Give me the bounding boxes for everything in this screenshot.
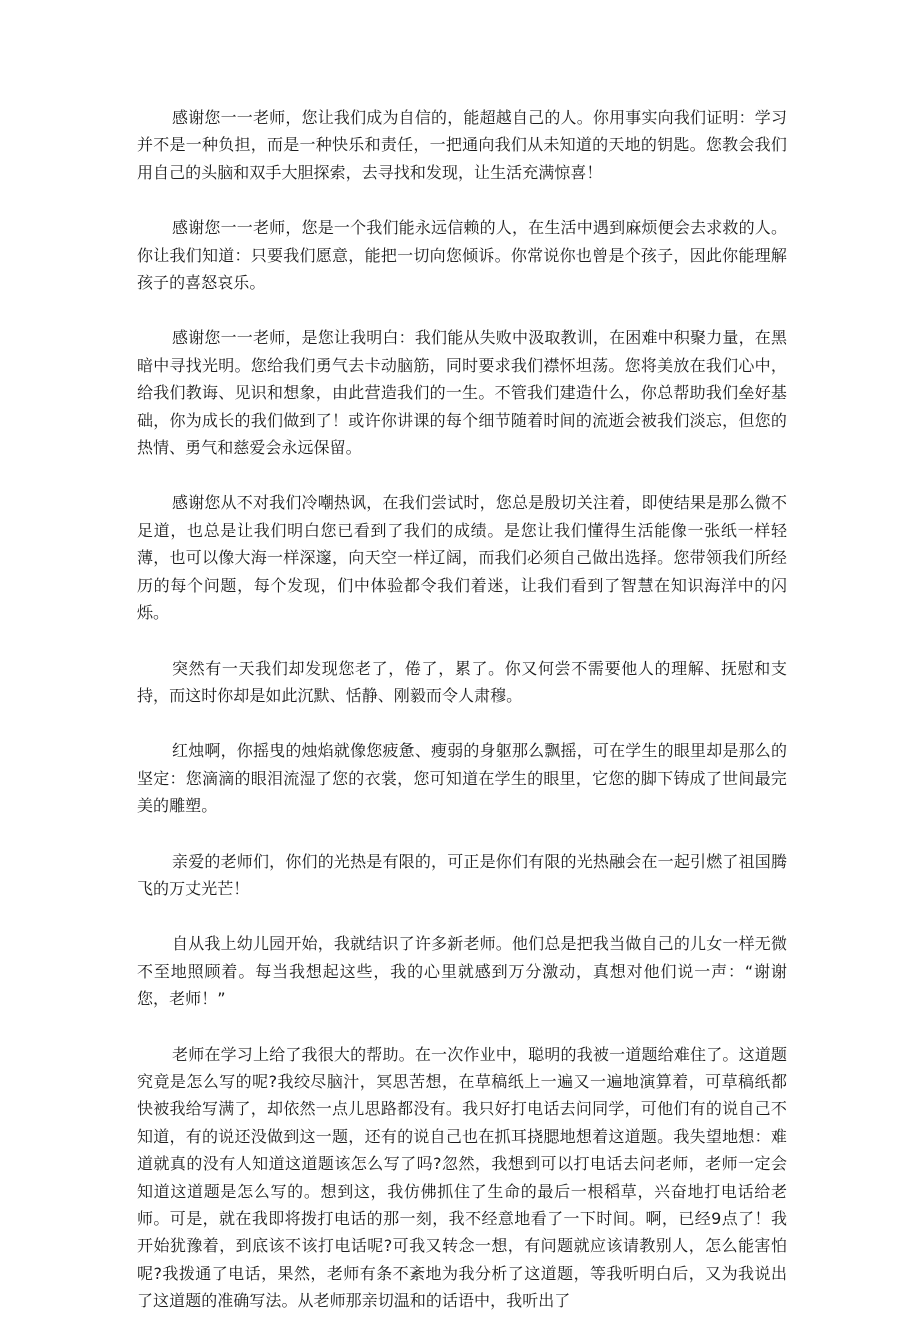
paragraph: 老师在学习上给了我很大的帮助。在一次作业中，聪明的我被一道题给难住了。这道题究竟是怎么写的呢?我绞尽脑汁，冥思苦想，在草稿纸上一遍又一遍地演算着，可草稿纸都快被我给写满了，却依然一点儿思路都没有。我只好打电话去问同学，可他们有的说自己不知道，有的说还没做到这一题，还有的说自己也在抓耳挠腮地想着这道题。我失望地想：难道就真的没有人知道这道题该怎么写了吗?忽然，我想到可以打电话去问老师，老师一定会知道这道题是怎么写的。想到这，我仿佛抓住了生命的最后一根稻草，兴奋地打电话给老师。可是，就在我即将拨打电话的那一刻，我不经意地看了一下时间。啊，已经9点了！我开始犹豫着，到底该不该打电话呢?可我又转念一想，有问题就应该请教别人，怎么能害怕呢?我拨通了电话，果然，老师有条不紊地为我分析了这道题，等我听明白后，又为我说出了这道题的准确写法。从老师那亲切温和的话语中，我听出了 [137, 1044, 787, 1311]
paragraph: 感谢您一一老师，是您让我明白：我们能从失败中汲取教训，在困难中积聚力量，在黑暗中寻找光明。您给我们勇气去卡动脑筋，同时要求我们襟怀坦荡。您将美放在我们心中，给我们教诲、见识和想象，由此营造我们的一生。不管我们建造什么，你总帮助我们垒好基础，你为成长的我们做到了！或许你讲课的每个细节随着时间的流逝会被我们淡忘，但您的热情、勇气和慈爱会永远保留。 [137, 328, 787, 458]
paragraph: 感谢您一一老师，您让我们成为自信的，能超越自己的人。你用事实向我们证明：学习并不是一种负担，而是一种快乐和责任，一把通向我们从未知道的天地的钥匙。您教会我们用自己的头脑和双手大胆探索，去寻找和发现，让生活充满惊喜！ [137, 108, 787, 182]
paragraph: 突然有一天我们却发现您老了，倦了，累了。你又何尝不需要他人的理解、抚慰和支持，而这时你却是如此沉默、恬静、刚毅而令人肃穆。 [137, 658, 787, 705]
paragraph: 红烛啊，你摇曳的烛焰就像您疲惫、瘦弱的身躯那么飘摇，可在学生的眼里却是那么的坚定：您滴滴的眼泪流湿了您的衣裳，您可知道在学生的眼里，它您的脚下铸成了世间最完美的雕塑。 [137, 741, 787, 816]
paragraph: 感谢您一一老师，您是一个我们能永远信赖的人，在生活中遇到麻烦便会去求救的人。你让我们知道：只要我们愿意，能把一切向您倾诉。你常说你也曾是个孩子，因此你能理解孩子的喜怒哀乐。 [137, 218, 787, 293]
paragraph: 亲爱的老师们，你们的光热是有限的，可正是你们有限的光热融会在一起引燃了祖国腾飞的万丈光芒！ [137, 851, 787, 898]
paragraph: 自从我上幼儿园开始，我就结识了许多新老师。他们总是把我当做自己的儿女一样无微不至地照顾着。每当我想起这些，我的心里就感到万分激动，真想对他们说一声：“谢谢您，老师！” [137, 934, 787, 1009]
document-body [137, 104, 787, 1343]
paragraph: 感谢您从不对我们冷嘲热讽，在我们尝试时，您总是殷切关注着，即使结果是那么微不足道，也总是让我们明白您已看到了我们的成绩。是您让我们懂得生活能像一张纸一样轻薄，也可以像大海一样深邃，向天空一样辽阔，而我们必须自己做出选择。您带领我们所经历的每个问题，每个发现，们中体验都令我们着迷，让我们看到了智慧在知识海洋中的闪烁。 [137, 493, 787, 623]
